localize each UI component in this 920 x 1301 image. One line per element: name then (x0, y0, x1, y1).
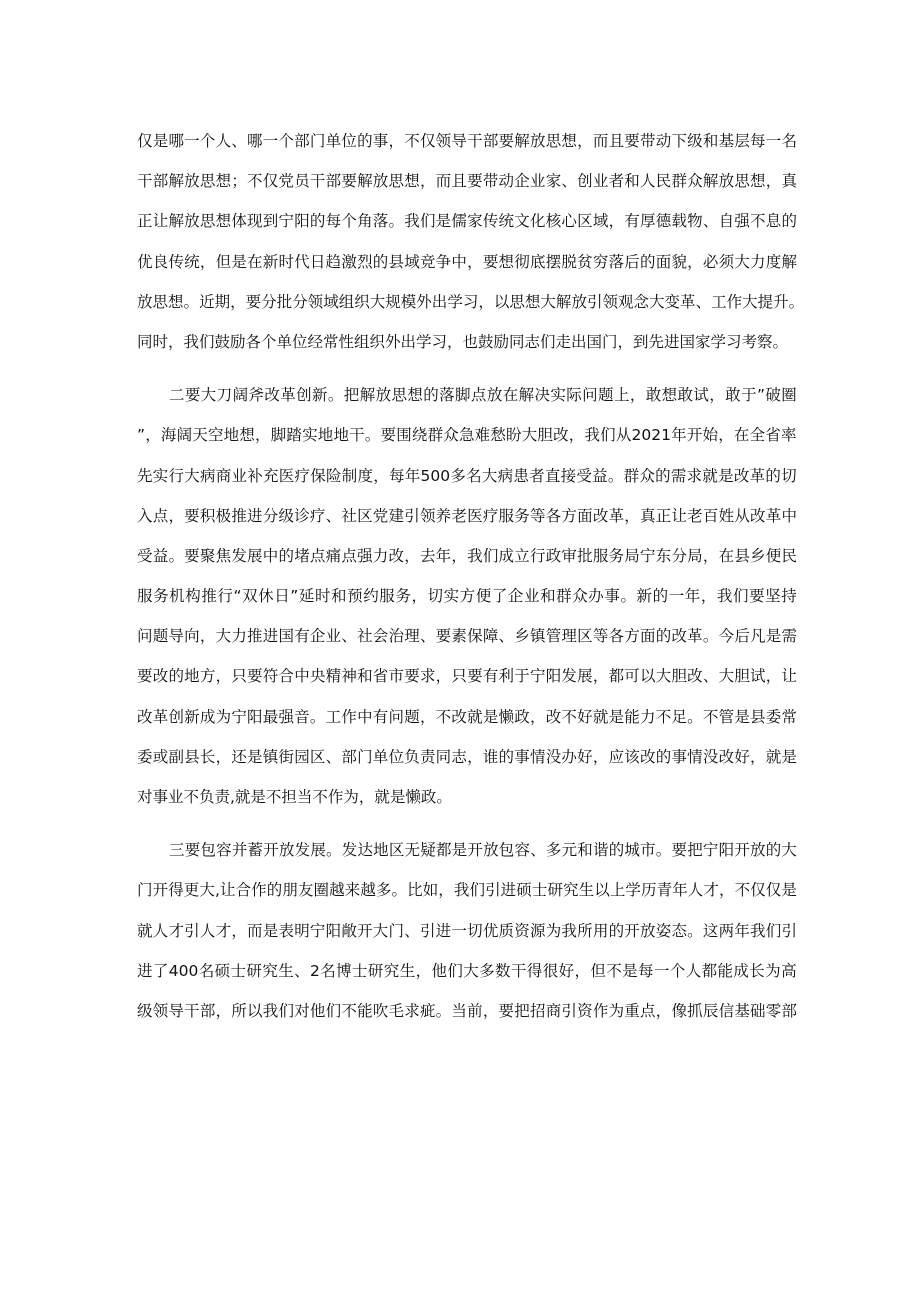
text-line: 委 或 副 县 长 ， 还 是 镇 街 园 区 、 部 门 单 位 负 责 同 志 ， 谁 的 事 情 没 办 好 ， 应 该 改 的 事 情 没 改 好 ， 就 是 (137, 747, 797, 766)
text-line: 级 领 导 干 部 ， 所 以 我 们 对 他 们 不 能 吹 毛 求 疵 。 当 前 ， 要 把 招 商 引 资 作 为 重 点 ， 像 抓 辰 信 基 础 零 部 (137, 1001, 797, 1020)
text-line: 受 益 。 要 聚 焦 发 展 中 的 堵 点 痛 点 强 力 改 ， 去 年 ， 我 们 成 立 行 政 审 批 服 务 局 宁 东 分 局 ， 在 县 乡 便 民 (137, 546, 797, 565)
text-line: 仅 是 哪 一 个 人 、 哪 一 个 部 门 单 位 的 事 ， 不 仅 领 导 干 部 要 解 放 思 想 ， 而 且 要 带 动 下 级 和 基 层 每 一 名 (137, 132, 797, 150)
text-line: 干 部 解 放 思 想 ； 不 仅 党 员 干 部 要 解 放 思 想 ， 而 且 要 带 动 企 业 家 、 创 业 者 和 人 民 群 众 解 放 思 想 ， 真 (137, 172, 797, 191)
paragraph-2 (137, 375, 797, 817)
text-line: 进 了 400 名 硕 士 研 究 生 、 2 名 博 士 研 究 生 ， 他 们 大 多 数 干 得 很 好 ， 但 不 是 每 一 个 人 都 能 成 长 为 高 (137, 961, 797, 980)
text-line: 入 点 ， 要 积 极 推 进 分 级 诊 疗 、 社 区 党 建 引 领 养 老 医 疗 服 务 等 各 方 面 改 革 ， 真 正 让 老 百 姓 从 改 革 中 (137, 506, 797, 525)
text-line: 就 人 才 引 人 才 ， 而 是 表 明 宁 阳 敞 开 大 门 、 引 进 一 切 优 质 资 源 为 我 所 用 的 开 放 姿 态 。 这 两 年 我 们 引 (137, 921, 797, 940)
text-line: 要 改 的 地 方 ， 只 要 符 合 中 央 精 神 和 省 市 要 求 ， 只 要 有 利 于 宁 阳 发 展 ， 都 可 以 大 胆 改 、 大 胆 试 ， 让 (137, 667, 797, 686)
text-line: 三 要 包 容 并 蓄 开 放 发 展 。 发 达 地 区 无 疑 都 是 开 放 包 容 、 多 元 和 谐 的 城 市 。 要 把 宁 阳 开 放 的 大 (169, 841, 797, 860)
paragraph-1 (137, 121, 805, 362)
text-line: 二 要 大 刀 阔 斧 改 革 创 新 。 把 解 放 思 想 的 落 脚 点 放 在 解 决 实 际 问 题 上 ， 敢 想 敢 试 ， 敢 于 ” 破 圈 (169, 386, 797, 405)
document-body (137, 121, 805, 1031)
text-line: ” ， 海 阔 天 空 地 想 ， 脚 踏 实 地 地 干 。 要 围 绕 群 众 急 难 愁 盼 大 胆 改 ， 我 们 从 2021 年 开 始 ， 在 全 省 率 (137, 426, 797, 445)
text-line: 同时，我们鼓励各个单位经常性组织外出学习，也鼓励同志们走出国门，到先进国家学习考察。 (137, 332, 789, 351)
text-line: 对事业不负责,就是不担当不作为，就是懒政。 (137, 788, 452, 806)
text-line: 正 让 解 放 思 想 体 现 到 宁 阳 的 每 个 角 落 。 我 们 是 儒 家 传 统 文 化 核 心 区 域 ， 有 厚 德 载 物 、 自 强 不 息 的 (137, 212, 797, 231)
text-line: 问 题 导 向 ， 大 力 推 进 国 有 企 业 、 社 会 治 理 、 要 素 保 障 、 乡 镇 管 理 区 等 各 方 面 的 改 革 。 今 后 凡 是 需 (137, 627, 797, 646)
text-line: 门 开 得 更 大 , 让 合 作 的 朋 友 圈 越 来 越 多 。 比 如 ， 我 们 引 进 硕 士 研 究 生 以 上 学 历 青 年 人 才 ， 不 仅 仅 是 (137, 881, 797, 900)
text-line: 先 实 行 大 病 商 业 补 充 医 疗 保 险 制 度 ， 每 年 500 多 名 大 病 患 者 直 接 受 益 。 群 众 的 需 求 就 是 改 革 的 切 (137, 466, 797, 485)
text-line: 优 良 传 统 ， 但 是 在 新 时 代 日 趋 激 烈 的 县 域 竞 争 中 ， 要 想 彻 底 摆 脱 贫 穷 落 后 的 面 貌 ， 必 须 大 力 度 解 (137, 252, 797, 271)
text-line: 服 务 机 构 推 行 “ 双 休 日 ” 延 时 和 预 约 服 务 ， 切 实 方 便 了 企 业 和 群 众 办 事 。 新 的 一 年 ， 我 们 要 坚 持 (137, 587, 797, 606)
paragraph-3 (137, 830, 797, 1031)
text-line: 放 思 想 。 近 期 ， 要 分 批 分 领 域 组 织 大 规 模 外 出 学 习 ， 以 思 想 大 解 放 引 领 观 念 大 变 革 、 工 作 大 提 升 。 (137, 292, 805, 311)
text-line: 改 革 创 新 成 为 宁 阳 最 强 音 。 工 作 中 有 问 题 ， 不 改 就 是 懒 政 ， 改 不 好 就 是 能 力 不 足 。 不 管 是 县 委 常 (137, 707, 797, 726)
